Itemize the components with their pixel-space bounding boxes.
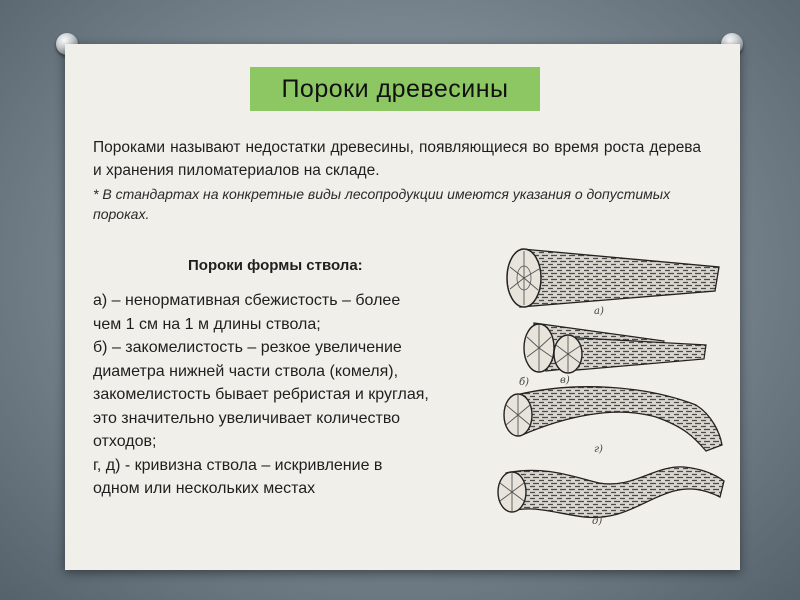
- defect-line: б) – закомелистость – резкое увеличение: [93, 339, 402, 356]
- intro-text: Пороками называют недостатки древесины, появляющиеся во время роста дерева и хранения пиломатериалов на складе.: [93, 139, 701, 179]
- slide-title: Пороки древесины: [250, 67, 540, 111]
- section-subheading: Пороки формы ствола:: [188, 257, 363, 274]
- defects-list: [93, 289, 513, 501]
- figure-label-g: г): [594, 444, 603, 455]
- figure-label-v: в): [560, 375, 570, 386]
- defect-line: закомелистость бывает ребристая и круглая,: [93, 386, 429, 403]
- defect-line: а) – ненормативная сбежистость – более: [93, 292, 401, 309]
- defect-line: чем 1 см на 1 м длины ствола;: [93, 315, 321, 333]
- trunk-defects-illustration: [494, 245, 726, 527]
- defect-line: одном или нескольких местах: [93, 480, 316, 497]
- defect-line: это значительно увеличивает количество: [93, 409, 401, 427]
- defect-line: отходов;: [93, 433, 157, 450]
- defect-line: диаметра нижней части ствола (комеля),: [93, 362, 399, 380]
- figure-label-d: д): [592, 516, 603, 527]
- standards-note: * В стандартах на конкретные виды лесопродукции имеются указания о допустимых пороках.: [93, 186, 671, 222]
- curved-trunk-drawing: [504, 387, 722, 455]
- figure-label-a: а): [594, 306, 604, 317]
- figure-label-b: б): [519, 377, 530, 388]
- tapered-trunk-drawing: [507, 249, 719, 317]
- double-curved-trunk-drawing: [498, 467, 724, 527]
- butt-swell-trunk-drawing: [519, 323, 706, 388]
- defect-line: г, д) - кривизна ствола – искривление в: [93, 456, 383, 474]
